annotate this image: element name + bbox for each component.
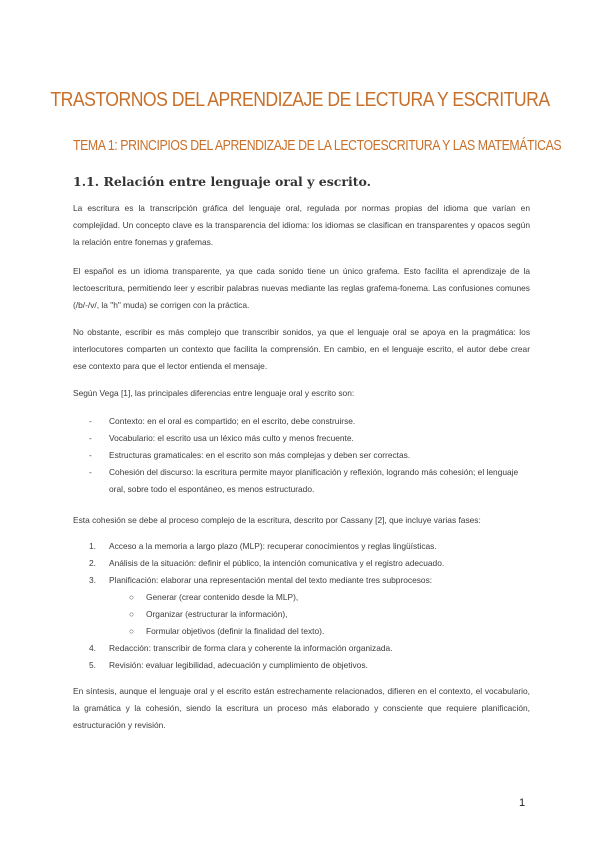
topic-heading: TEMA 1: PRINCIPIOS DEL APRENDIZAJE DE LA LECTOESCRITURA Y LAS MATEMÁTICAS	[73, 137, 562, 154]
list-item: ○ Formular objetivos (definir la finalidad del texto).	[129, 626, 325, 636]
page-number: 1	[519, 797, 526, 809]
list-item: ○ Organizar (estructurar la información),	[129, 609, 288, 619]
phases-list	[73, 538, 533, 674]
list-item: 3. Planificación: elaborar una representación mental del texto mediante tres subprocesos:	[89, 575, 433, 585]
list-item: - Cohesión del discurso: la escritura permite mayor planificación y reflexión, logrando más cohesión; el lenguaje oral, sobre todo el espontáneo, es menos estructurado.	[89, 467, 519, 494]
paragraph-5: Esta cohesión se debe al proceso complejo de la escritura, descrito por Cassany [2], que incluye varias fases:	[73, 515, 481, 525]
list-item: 4. Redacción: transcribir de forma clara y coherente la información organizada.	[89, 643, 393, 653]
paragraph-1: La escritura es la transcripción gráfica del lenguaje oral, regulada por normas propias del idioma que varían en complejidad. Un concepto clave es la transparencia del idioma: los idiomas se clasifican en transparentes y opacos según la relación entre fonemas y grafemas.	[73, 203, 530, 247]
list-item: - Contexto: en el oral es compartido; en el escrito, debe construirse.	[89, 416, 356, 426]
differences-list	[73, 413, 533, 498]
paragraph-3: No obstante, escribir es más complejo que transcribir sonidos, ya que el lenguaje oral se apoya en la pragmática: los interlocutores comparten un contexto que facilita la comprensión. En cambio, en el lenguaje escrito, el autor debe crear ese contexto para que el lector entienda el mensaje.	[73, 327, 530, 371]
list-item: - Vocabulario: el escrito usa un léxico más culto y menos frecuente.	[89, 433, 354, 443]
list-item: 2. Análisis de la situación: definir el público, la intención comunicativa y el registro adecuado.	[89, 558, 445, 568]
list-item: - Estructuras gramaticales: en el escrito son más complejas y deben ser correctas.	[89, 450, 411, 460]
paragraph-2: El español es un idioma transparente, ya que cada sonido tiene un único grafema. Esto facilita el aprendizaje de la lectoescritura, permitiendo leer y escribir palabras nuevas mediante las reglas grafema-fonema. Las confusiones comunes (/b/-/v/, la "h" muda) se corrigen con la práctica.	[73, 266, 530, 310]
list-item: 5. Revisión: evaluar legibilidad, adecuación y cumplimiento de objetivos.	[89, 660, 368, 670]
document-title: TRASTORNOS DEL APRENDIZAJE DE LECTURA Y ESCRITURA	[50, 88, 550, 111]
paragraph-6: En síntesis, aunque el lenguaje oral y el escrito están estrechamente relacionados, difieren en el contexto, el vocabulario, la gramática y la cohesión, siendo la escritura un proceso más elaborado y consciente que requiere planificación, estructuración y revisión.	[73, 686, 530, 730]
paragraph-4: Según Vega [1], las principales diferencias entre lenguaje oral y escrito son:	[73, 388, 355, 398]
list-item: 1. Acceso a la memoria a largo plazo (MLP): recuperar conocimientos y reglas lingüísticas.	[89, 541, 437, 551]
list-item: ○ Generar (crear contenido desde la MLP),	[129, 592, 299, 602]
section-heading: 1.1. Relación entre lenguaje oral y escrito.	[73, 174, 371, 189]
